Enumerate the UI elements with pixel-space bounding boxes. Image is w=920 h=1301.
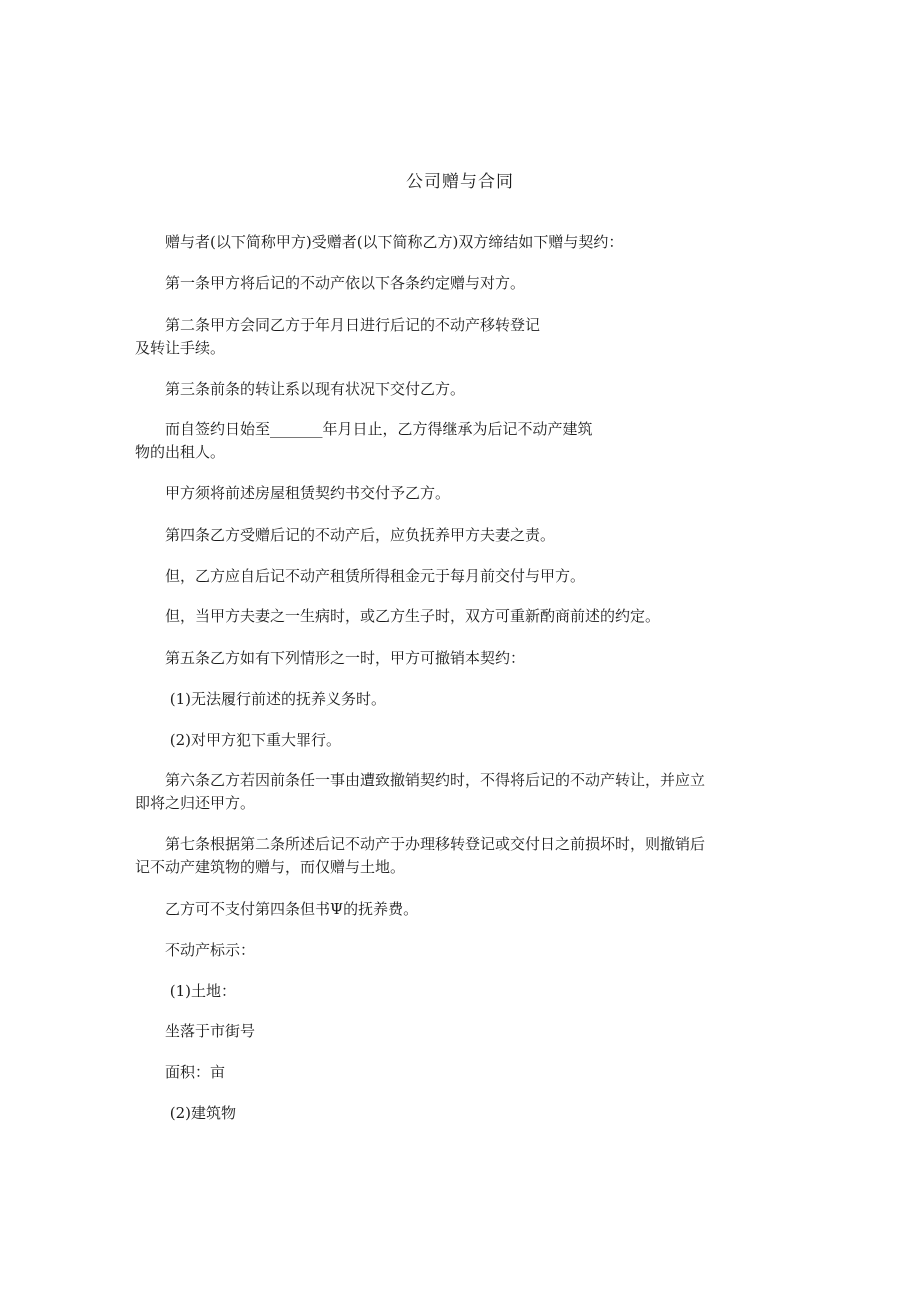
paragraph-location: 坐落于市街号 [135,1022,256,1040]
paragraph-property-label: 不动产标示： [135,941,256,959]
paragraph-lease-inherit: 而自签约日始至_______年月日止，乙方得继承为后记不动产建筑 物的出租人。 [135,420,593,461]
paragraph-renegotiate: 但，当甲方夫妻之一生病时，或乙方生子时，双方可重新酌商前述的约定。 [135,607,661,625]
paragraph-preamble: 赠与者(以下简称甲方)受赠者(以下简称乙方)双方缔结如下赠与契约： [135,233,624,251]
list-item-land: (1)土地： [135,982,237,1000]
paragraph-article-6: 第六条乙方若因前条任一事由遭致撤销契约时，不得将后记的不动产转让，并应立 即将之归还甲方。 [135,771,706,812]
paragraph-article-3: 第三条前条的转让系以现有状况下交付乙方。 [135,380,466,398]
paragraph-article-7: 第七条根据第二条所述后记不动产于办理移转登记或交付日之前损坏时，则撤销后 记不动产建筑物的赠与，而仅赠与土地。 [135,835,706,876]
list-item-5-1: (1)无法履行前述的抚养义务时。 [135,690,387,708]
page-title: 公司赠与合同 [406,172,514,192]
paragraph-article-4: 第四条乙方受赠后记的不动产后，应负抚养甲方夫妻之责。 [135,526,556,544]
paragraph-area: 面积：亩 [135,1063,226,1081]
paragraph-no-support-fee: 乙方可不支付第四条但书Ψ的抚养费。 [135,900,419,918]
list-item-building: (2)建筑物 [135,1104,237,1122]
paragraph-article-1: 第一条甲方将后记的不动产依以下各条约定赠与对方。 [135,274,526,292]
list-item-5-2: (2)对甲方犯下重大罪行。 [135,731,342,749]
paragraph-article-5: 第五条乙方如有下列情形之一时，甲方可撤销本契约： [135,649,526,667]
paragraph-rent: 但，乙方应自后记不动产租赁所得租金元于每月前交付与甲方。 [135,567,586,585]
paragraph-lease-deliver: 甲方须将前述房屋租赁契约书交付予乙方。 [135,484,451,502]
paragraph-article-2: 第二条甲方会同乙方于年月日进行后记的不动产移转登记 及转让手续。 [135,316,541,357]
